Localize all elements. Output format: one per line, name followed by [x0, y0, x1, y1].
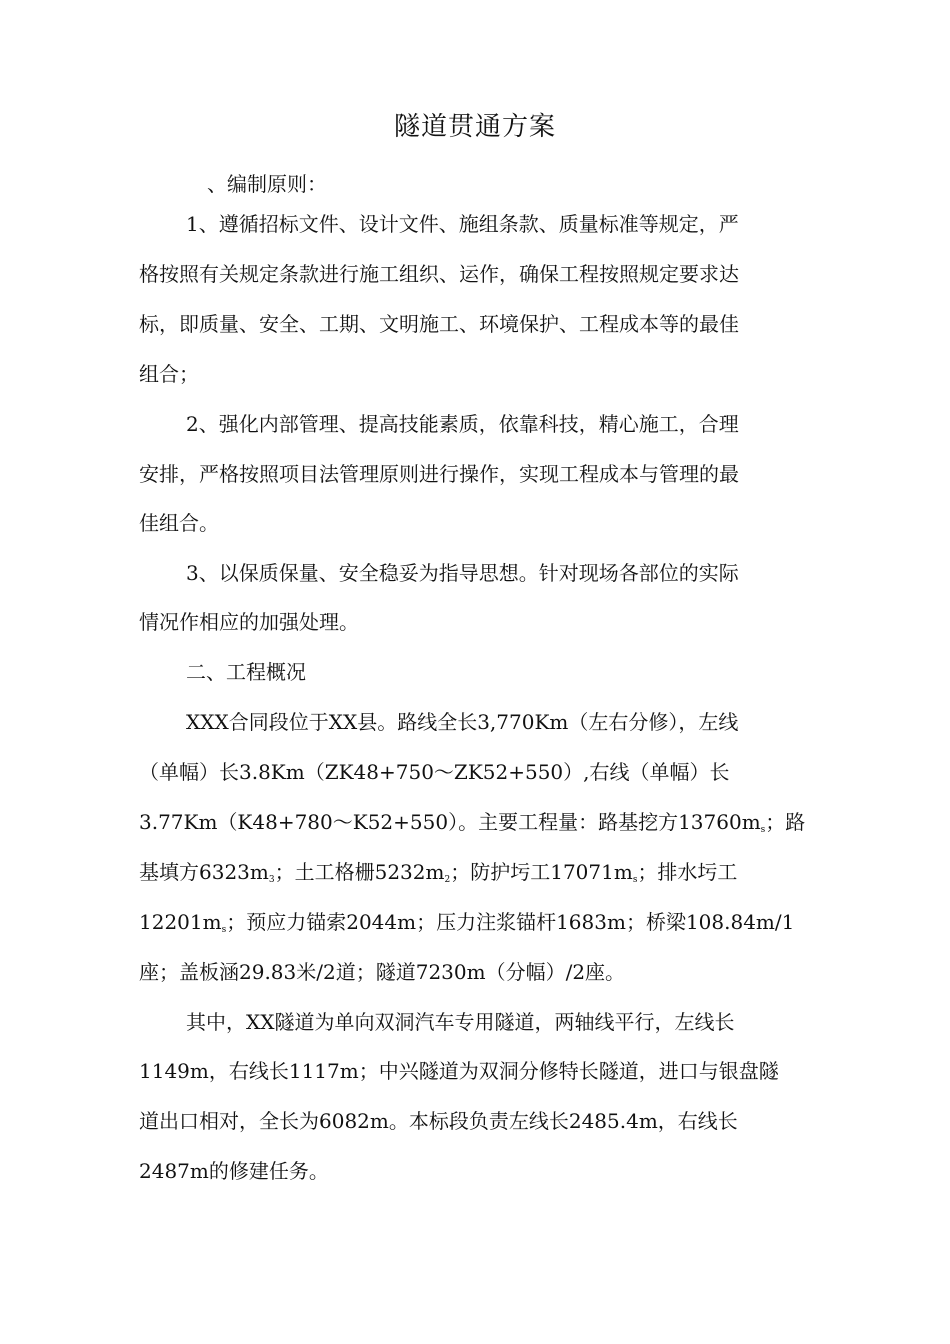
document-title: 隧道贯通方案 — [393, 112, 556, 142]
paragraph-line: 3、以保质保量、安全稳妥为指导思想。针对现场各部位的实际 — [186, 561, 739, 585]
paragraph-line: 2、强化内部管理、提高技能素质，依靠科技，精心施工，合理 — [186, 412, 739, 436]
subscript: s — [760, 825, 766, 835]
text-run: ；路 — [765, 810, 806, 834]
paragraph-line: 道出口相对，全长为6082m。本标段负责左线长2485.4m，右线长 — [139, 1109, 738, 1133]
paragraph-line: （单幅）长3.8Km（ZK48+750〜ZK52+550）,右线（单幅）长 — [139, 760, 730, 784]
paragraph-line: 情况作相应的加强处理。 — [139, 610, 359, 634]
paragraph-line: 2487m的修建任务。 — [139, 1159, 329, 1183]
section-heading-principles: 、编制原则： — [207, 172, 327, 196]
paragraph-line — [139, 909, 794, 943]
paragraph-line: 组合； — [139, 362, 199, 386]
text-run: ；预应力锚索2044m；压力注浆锚杆1683m；桥梁108.84m/1 — [226, 910, 795, 934]
paragraph-line: 座；盖板涵29.83米/2道；隧道7230m（分幅）/2座。 — [139, 960, 626, 984]
paragraph-line: 安排，严格按照项目法管理原则进行操作，实现工程成本与管理的最 — [139, 462, 739, 486]
text-run: 基填方6323m — [139, 860, 269, 884]
text-run: ；土工格栅5232m — [274, 860, 445, 884]
paragraph-line — [139, 809, 805, 843]
paragraph-line: XXX合同段位于XX县。路线全长3,770Km（左右分修），左线 — [186, 710, 739, 734]
subscript: 3 — [268, 875, 275, 885]
text-run: ；防护圬工17071m — [450, 860, 633, 884]
subscript: s — [221, 925, 227, 935]
paragraph-line: 佳组合。 — [139, 511, 219, 535]
paragraph-line: 格按照有关规定条款进行施工组织、运作，确保工程按照规定要求达 — [139, 262, 739, 286]
text-run: ；排水圬工 — [637, 860, 738, 884]
subscript: s — [632, 875, 638, 885]
paragraph-line: 1149m，右线长1117m；中兴隧道为双洞分修特长隧道，进口与银盘隧 — [139, 1059, 779, 1083]
paragraph-line: 标，即质量、安全、工期、文明施工、环境保护、工程成本等的最佳 — [139, 312, 739, 336]
subscript: 2 — [444, 875, 451, 885]
paragraph-line: 其中，XX隧道为单向双洞汽车专用隧道，两轴线平行，左线长 — [186, 1010, 735, 1034]
paragraph-line: 1、遵循招标文件、设计文件、施组条款、质量标准等规定，严 — [186, 212, 739, 236]
paragraph-line — [139, 859, 737, 893]
section-heading-overview: 二、工程概况 — [186, 660, 306, 684]
text-run: 12201m — [139, 910, 222, 934]
text-run: 3.77Km（K48+780〜K52+550）。主要工程量：路基挖方13760m — [139, 810, 761, 834]
